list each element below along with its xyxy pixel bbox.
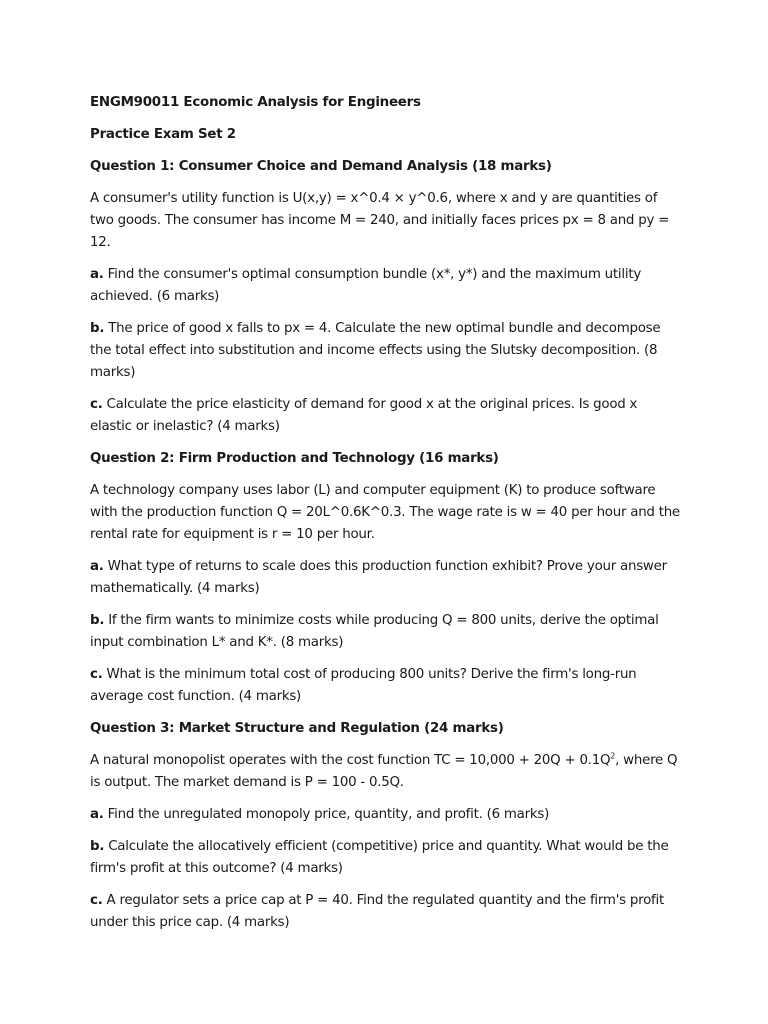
superscript: 2 <box>610 751 616 761</box>
question-2a <box>90 556 682 600</box>
part-label: c. <box>90 397 103 412</box>
question-3c <box>90 890 682 934</box>
question-3a <box>90 804 682 826</box>
question-3-intro <box>90 750 682 794</box>
part-text: Find the unregulated monopoly price, quantity, and profit. (6 marks) <box>107 807 550 822</box>
question-1a <box>90 264 682 308</box>
part-label: c. <box>90 893 103 908</box>
course-title: ENGM90011 Economic Analysis for Engineers <box>90 95 421 110</box>
question-2-intro: A technology company uses labor (L) and computer equipment (K) to produce software with the production function Q = 20L^0.6K^0.3. The wage rate is w = 40 per hour and the rental rate for equipment is r = 10 per hour. <box>90 483 680 542</box>
part-label: b. <box>90 321 105 336</box>
part-text: Find the consumer's optimal consumption bundle (x*, y*) and the maximum utility achieved. (6 marks) <box>90 267 641 304</box>
intro-text-cont: , where Q is output. The market demand is P = 100 - 0.5Q. <box>90 753 678 790</box>
part-text: Calculate the price elasticity of demand for good x at the original prices. Is good x elastic or inelastic? (4 marks) <box>90 397 638 434</box>
part-text: What is the minimum total cost of producing 800 units? Derive the firm's long-run average cost function. (4 marks) <box>90 667 637 704</box>
part-label: a. <box>90 559 104 574</box>
part-label: a. <box>90 807 104 822</box>
part-text: A regulator sets a price cap at P = 40. Find the regulated quantity and the firm's profit under this price cap. (4 marks) <box>90 893 664 930</box>
question-2-heading: Question 2: Firm Production and Technology (16 marks) <box>90 451 499 466</box>
question-1-intro: A consumer's utility function is U(x,y) = x^0.4 × y^0.6, where x and y are quantities of two goods. The consumer has income M = 240, and initially faces prices px = 8 and py = 12. <box>90 191 670 250</box>
question-2c <box>90 664 682 708</box>
question-3-heading: Question 3: Market Structure and Regulation (24 marks) <box>90 721 504 736</box>
question-3b <box>90 836 682 880</box>
part-label: b. <box>90 839 105 854</box>
question-1-heading: Question 1: Consumer Choice and Demand Analysis (18 marks) <box>90 159 552 174</box>
part-text: What type of returns to scale does this production function exhibit? Prove your answer mathematically. (4 marks) <box>90 559 667 596</box>
question-1b <box>90 318 682 384</box>
part-text: The price of good x falls to px = 4. Calculate the new optimal bundle and decompose the total effect into substitution and income effects using the Slutsky decomposition. (8 marks) <box>90 321 661 380</box>
intro-text: A natural monopolist operates with the cost function TC = 10,000 + 20Q + 0.1Q <box>90 753 611 768</box>
question-2b <box>90 610 682 654</box>
part-text: Calculate the allocatively efficient (competitive) price and quantity. What would be the firm's profit at this outcome? (4 marks) <box>90 839 669 876</box>
part-label: b. <box>90 613 105 628</box>
part-text: If the firm wants to minimize costs while producing Q = 800 units, derive the optimal input combination L* and K*. (8 marks) <box>90 613 659 650</box>
document-body <box>90 92 682 934</box>
exam-set-title: Practice Exam Set 2 <box>90 127 236 142</box>
part-label: a. <box>90 267 104 282</box>
question-1c <box>90 394 682 438</box>
part-label: c. <box>90 667 103 682</box>
